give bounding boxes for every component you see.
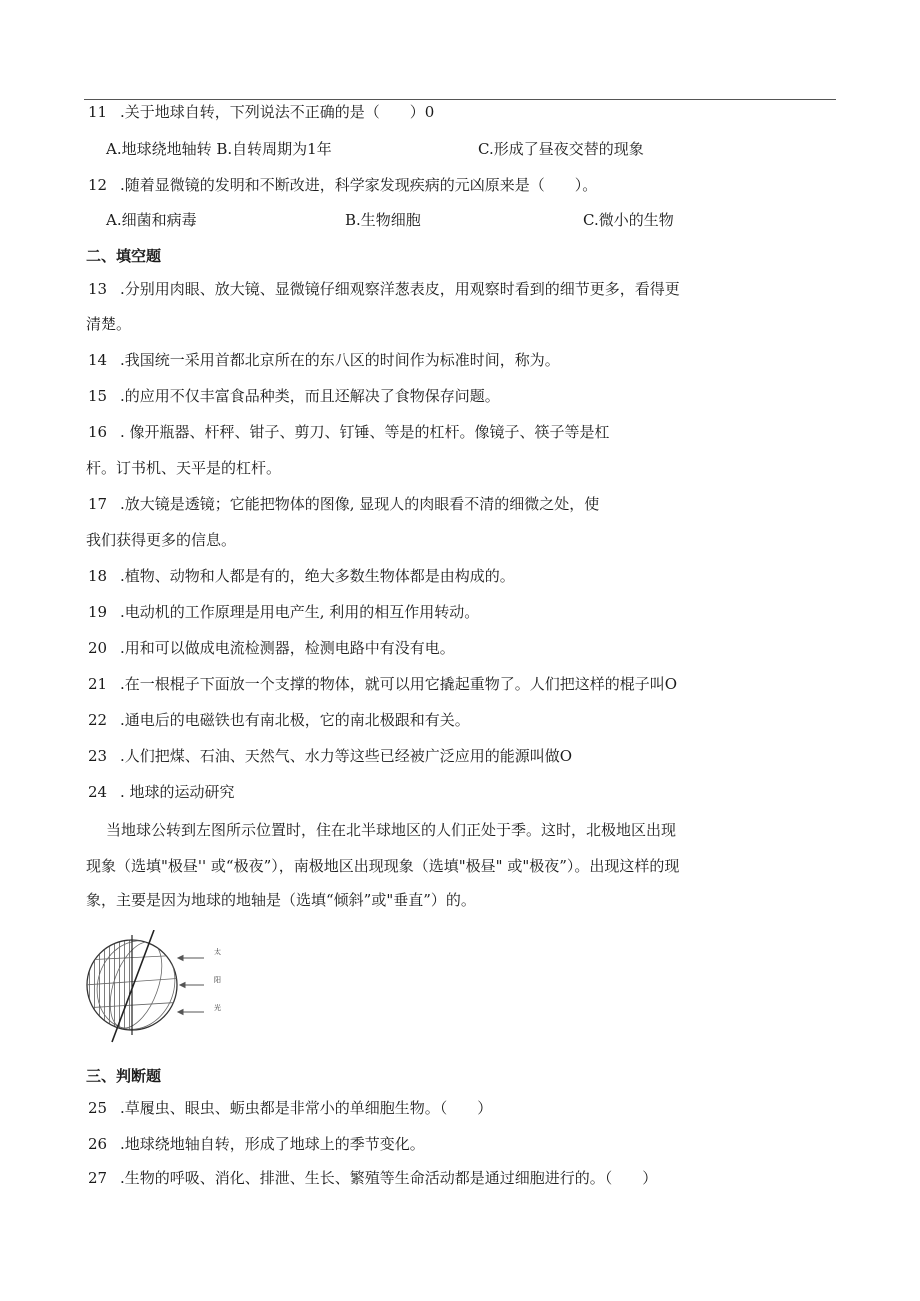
question-27 (88, 1168, 657, 1188)
question-text: .植物、动物和人都是有的，绝大多数生物体都是由构成的。 (120, 567, 515, 585)
question-number: 11 (88, 103, 108, 121)
question-number: 12 (88, 176, 108, 194)
question-text: .电动机的工作原理是用电产生, 利用的相互作用转动。 (120, 603, 480, 621)
question-text: . 像开瓶器、杆秤、钳子、剪刀、钉锤、等是的杠杆。像镜子、筷子等是杠 (120, 423, 610, 441)
earth-diagram-svg (84, 930, 226, 1045)
question-17-continuation: 我们获得更多的信息。 (86, 531, 237, 549)
question-text: .我国统一采用首都北京所在的东八区的时间作为标准时间，称为。 (120, 351, 560, 369)
question-16-continuation: 杆。订书机、天平是的杠杆。 (86, 459, 282, 477)
question-text: .在一根棍子下面放一个支撑的物体，就可以用它撬起重物了。人们把这样的棍子叫O (120, 675, 678, 693)
figure-label-yang: 阳 (214, 976, 221, 984)
question-24-paragraph-line-1: 当地球公转到左图所示位置时，住在北半球地区的人们正处于季。这时，北极地区出现 (106, 821, 677, 839)
question-title: . 地球的运动研究 (120, 783, 235, 801)
question-text: .地球绕地轴自转，形成了地球上的季节变化。 (120, 1135, 425, 1153)
question-number: 24 (88, 783, 108, 801)
option-c: C.微小的生物 (583, 211, 674, 229)
question-13-continuation: 清楚。 (86, 315, 132, 333)
question-24 (88, 782, 235, 802)
sunlight-rays (178, 956, 204, 1015)
question-text: .草履虫、眼虫、蛎虫都是非常小的单细胞生物。（ ） (120, 1099, 493, 1117)
question-19 (88, 602, 479, 622)
question-text: .通电后的电磁铁也有南北极，它的南北极跟和有关。 (120, 711, 470, 729)
option-a: A.细菌和病毒 (106, 211, 197, 229)
question-text: .的应用不仅丰富食品种类，而且还解决了食物保存问题。 (120, 387, 500, 405)
question-number: 23 (88, 747, 108, 765)
question-12 (88, 175, 597, 195)
figure-label-light: 光 (214, 1004, 221, 1012)
question-25 (88, 1098, 492, 1118)
question-text: .关于地球自转，下列说法不正确的是（ ）0 (120, 103, 435, 121)
question-24-paragraph-line-2: 现象（选填"极昼'' 或“极夜”），南极地区出现现象（选填"极昼" 或"极夜”）。出现这样的现 (86, 857, 680, 875)
question-15 (88, 386, 500, 406)
question-22 (88, 710, 470, 730)
option-b: B.生物细胞 (345, 211, 421, 229)
earth-sunlight-figure (84, 930, 226, 1045)
question-number: 27 (88, 1169, 108, 1187)
question-text: .生物的呼吸、消化、排泄、生长、繁殖等生命活动都是通过细胞进行的。（ ） (120, 1169, 658, 1187)
question-number: 18 (88, 567, 108, 585)
question-number: 14 (88, 351, 108, 369)
option-c: C.形成了昼夜交替的现象 (478, 140, 644, 158)
question-14 (88, 350, 560, 370)
question-17 (88, 494, 599, 514)
question-24-paragraph-line-3: 象，主要是因为地球的地轴是（选填“倾斜”或"垂直”）的。 (86, 891, 476, 909)
question-number: 19 (88, 603, 108, 621)
top-rule (84, 99, 836, 100)
question-text: .放大镜是透镜；它能把物体的图像, 显现人的肉眼看不清的细微之处，使 (120, 495, 600, 513)
question-20 (88, 638, 455, 658)
question-number: 25 (88, 1099, 108, 1117)
figure-label-sun: 太 (214, 948, 221, 956)
question-text: .随着显微镜的发明和不断改进，科学家发现疾病的元凶原来是（ ）。 (120, 176, 598, 194)
question-text: .人们把煤、石油、天然气、水力等这些已经被广泛应用的能源叫做O (120, 747, 573, 765)
globe (84, 930, 187, 1045)
option-a-b: A.地球绕地轴转 B.自转周期为1年 (106, 140, 332, 158)
question-text: .分别用肉眼、放大镜、显微镜仔细观察洋葱表皮，用观察时看到的细节更多，看得更 (120, 280, 680, 298)
question-number: 22 (88, 711, 108, 729)
question-number: 21 (88, 675, 108, 693)
question-26 (88, 1134, 425, 1154)
question-number: 16 (88, 423, 108, 441)
question-number: 26 (88, 1135, 108, 1153)
question-11 (88, 102, 434, 122)
question-16 (88, 422, 610, 442)
section-heading-fill: 二、填空题 (86, 247, 162, 265)
question-number: 20 (88, 639, 108, 657)
question-number: 13 (88, 280, 108, 298)
question-21 (88, 674, 677, 694)
question-number: 15 (88, 387, 108, 405)
question-text: .用和可以做成电流检测器，检测电路中有没有电。 (120, 639, 455, 657)
question-23 (88, 746, 572, 766)
section-heading-judge: 三、判断题 (86, 1067, 162, 1085)
question-13 (88, 279, 680, 299)
question-18 (88, 566, 515, 586)
question-number: 17 (88, 495, 108, 513)
